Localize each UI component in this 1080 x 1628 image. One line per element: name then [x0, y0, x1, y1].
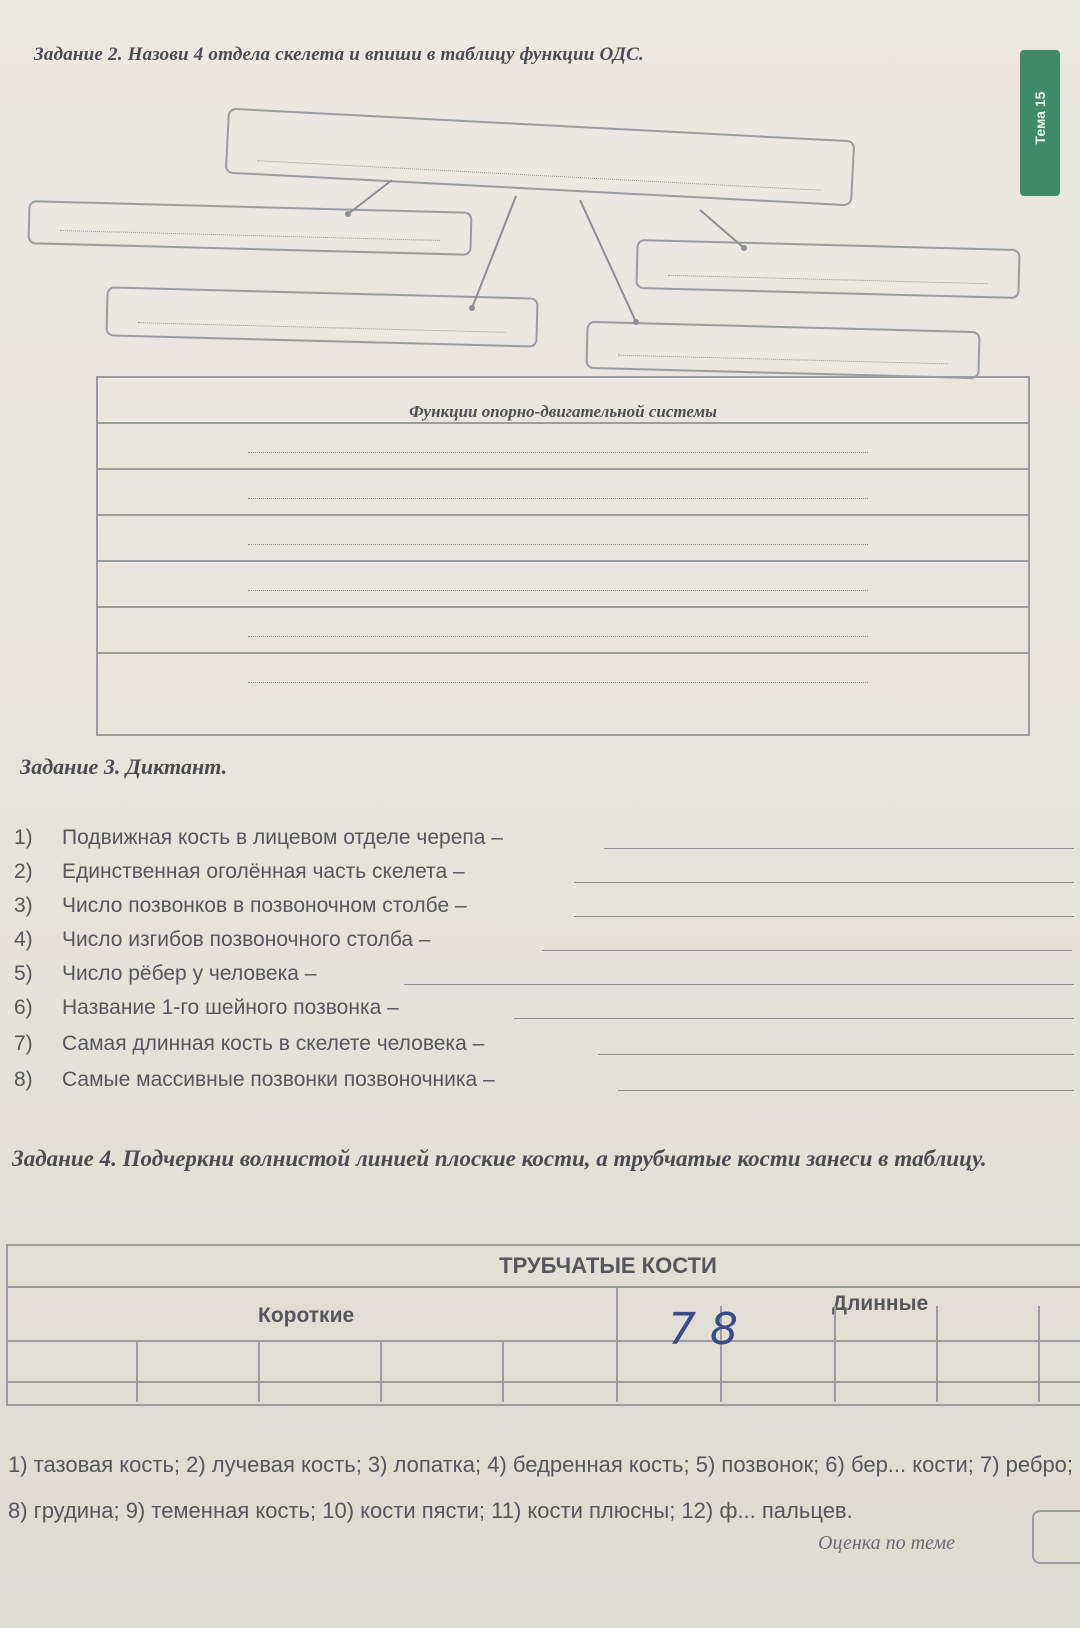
dictation-text: Самая длинная кость в скелете человека –	[62, 1032, 485, 1055]
dictation-item-2	[14, 860, 465, 884]
dictation-item-5	[14, 962, 316, 986]
dictation-text: Подвижная кость в лицевом отделе черепа –	[62, 826, 503, 849]
dictation-item-3	[14, 894, 467, 918]
answer-line-1[interactable]	[604, 848, 1074, 849]
dictation-item-4	[14, 928, 431, 952]
diagram-arrows	[0, 0, 1080, 400]
functions-table-header: Функции опорно-двигательной системы	[409, 402, 717, 421]
dictation-num: 7)	[14, 1032, 33, 1055]
handwritten-answer: 7 8	[668, 1304, 738, 1355]
dictation-num: 1)	[14, 826, 33, 849]
dictation-text: Число рёбер у человека –	[62, 962, 317, 985]
dictation-num: 5)	[14, 962, 33, 985]
dictation-text: Название 1-го шейного позвонка –	[62, 996, 399, 1019]
bones-list: 1) тазовая кость; 2) лучевая кость; 3) лопатка; 4) бедренная кость; 5) позвонок; 6) бер... кости; 7) ребро; 8) грудина; 9) теменная кость; 10) кости пясти; 11) кости плюсны; 12) ф... пальцев.	[8, 1452, 1074, 1523]
dictation-num: 3)	[14, 894, 33, 917]
dictation-item-6	[14, 996, 399, 1020]
answer-line-3[interactable]	[574, 916, 1074, 917]
topic-tab-label: Тема 15	[1032, 91, 1048, 145]
dictation-item-1	[14, 826, 503, 850]
task2-title: Задание 2. Назови 4 отдела скелета и впиши в таблицу функции ОДС.	[34, 44, 644, 65]
task3-title: Задание 3. Диктант.	[20, 754, 228, 779]
function-row-5[interactable]	[98, 606, 1028, 654]
tubular-bones-title: ТРУБЧАТЫЕ КОСТИ	[499, 1253, 717, 1278]
function-row-3[interactable]	[98, 514, 1028, 562]
functions-table	[96, 376, 1030, 736]
dictation-text: Самые массивные позвонки позвоночника –	[62, 1068, 495, 1091]
arrow-3	[580, 200, 636, 322]
function-row-2[interactable]	[98, 468, 1028, 516]
arrow-4	[700, 210, 744, 248]
arrow-2	[472, 196, 516, 308]
function-row-6[interactable]	[98, 652, 1028, 700]
answer-line-8[interactable]	[618, 1090, 1074, 1091]
answer-line-6[interactable]	[514, 1018, 1074, 1019]
dictation-num: 8)	[14, 1068, 33, 1091]
function-row-1[interactable]	[98, 422, 1028, 470]
task4-title: Задание 4. Подчеркни волнистой линией плоские кости, а трубчатые кости занеси в таблицу.	[12, 1146, 987, 1171]
column-long: Длинные	[832, 1292, 929, 1315]
answer-line-2[interactable]	[574, 882, 1074, 883]
cell-divider	[136, 1340, 138, 1402]
grade-box[interactable]	[1032, 1510, 1080, 1564]
dictation-num: 2)	[14, 860, 33, 883]
dictation-num: 4)	[14, 928, 33, 951]
grade-label: Оценка по теме	[818, 1532, 956, 1554]
dictation-item-7	[14, 1032, 484, 1056]
arrow-1	[348, 180, 392, 214]
tubular-bones-table	[6, 1244, 1080, 1406]
answer-line-7[interactable]	[598, 1054, 1074, 1055]
dictation-item-8	[14, 1068, 495, 1092]
dictation-text: Число изгибов позвоночного столба –	[62, 928, 431, 951]
column-short: Короткие	[258, 1304, 355, 1327]
dictation-text: Число позвонков в позвоночном столбе –	[62, 894, 467, 917]
dictation-num: 6)	[14, 996, 33, 1019]
answer-line-4[interactable]	[542, 950, 1072, 951]
function-row-4[interactable]	[98, 560, 1028, 608]
dictation-text: Единственная оголённая часть скелета –	[62, 860, 465, 883]
answer-line-5[interactable]	[404, 984, 1074, 985]
